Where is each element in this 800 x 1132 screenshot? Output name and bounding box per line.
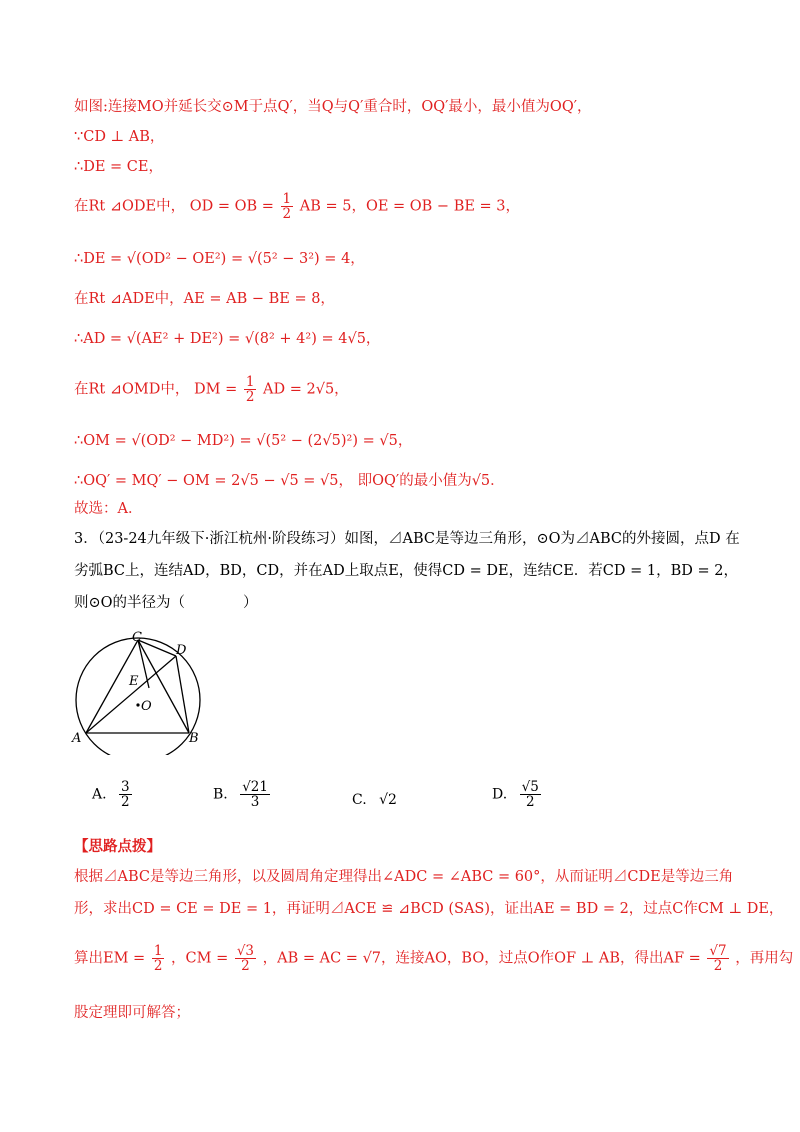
option-a-num: 3 [121,779,130,795]
solution-line-7: ∴AD = √(AE² + DE²) = √(8² + 4²) = 4√5， [74,331,381,347]
half-num: 1 [282,191,292,207]
solution-line-1: 如图:连接MO并延长交⊙M于点Q′，当Q与Q′重合时，OQ′最小，最小值为OQ′， [74,99,592,115]
option-d[interactable] [492,780,543,809]
od-ob-expr: OD = OB = [189,198,274,215]
oq-expr: ∴OQ′ = MQ′ − OM = 2√5 − √5 = √5， [74,473,354,489]
hint-af-expr: ，AB = AC = √7，连接AO，BO，过点O作OF ⊥ AB，得出AF = [262,950,701,967]
label-e: E [129,674,139,689]
hint-line-3 [74,944,793,973]
rt-ode-label: 在Rt ⊿ODE中， [74,198,186,215]
half-den-2: 2 [245,389,255,406]
solution-line-9: ∴OM = √(OD² − MD²) = √(5² − (2√5)²) = √5， [74,433,413,449]
solution-line-3: ∴DE = CE， [74,159,163,175]
option-d-num: √5 [521,779,539,795]
option-c[interactable] [352,792,397,808]
option-d-fraction [520,780,541,809]
option-a-den: 2 [121,794,130,811]
option-a-label: A. [92,786,107,803]
hint-em-expr: 算出EM = [74,950,146,967]
ab-oe-expr: AB = 5，OE = OB − BE = 3， [299,198,521,215]
half-num-2: 1 [245,374,255,390]
option-d-den: 2 [525,794,535,811]
half-fraction-2 [244,375,257,404]
hint-end-expr: ，再用勾 [735,950,794,967]
label-b: B [189,731,199,746]
label-d: D [176,643,187,658]
hint-line-2: 形，求出CD = CE = DE = 1，再证明⊿ACE ≌ ⊿BCD (SAS)，证出AE = BD = 2，过点C作CM ⊥ DE， [74,901,784,917]
segment-ad [86,656,176,733]
hint-cm-fraction [235,944,256,973]
hint-title: 【思路点拨】 [74,838,161,855]
option-b-fraction [240,780,270,809]
half-den: 2 [282,206,292,223]
segment-cd [138,640,176,656]
option-c-value: √2 [379,792,397,808]
label-a: A [72,731,82,746]
question-line-1: 3．（23-24九年级下·浙江杭州·阶段练习）如图，⊿ABC是等边三角形，⊙O为⊿ABC的外接圆，点D 在 [74,531,740,547]
option-d-label: D. [492,786,508,803]
hint-line-1: 根据⊿ABC是等边三角形，以及圆周角定理得出∠ADC = ∠ABC = 60°，从而证明⊿CDE是等边三角 [74,869,734,885]
option-a[interactable] [92,780,134,809]
solution-answer: 故选：A． [74,501,143,517]
solution-line-5: ∴DE = √(OD² − OE²) = √(5² − 3²) = 4， [74,251,365,267]
option-b-num: √21 [242,779,268,795]
solution-line-2: ∵CD ⊥ AB， [74,129,165,145]
option-c-label: C. [352,792,367,808]
hint-em-num: 1 [153,943,163,959]
option-b-den: 3 [250,794,260,811]
hint-af-den: 2 [713,958,723,975]
rt-omd-label: 在Rt ⊿OMD中， [74,381,190,398]
solution-line-10 [74,470,505,492]
label-o: O [141,699,152,714]
ad-expr: AD = 2√5， [263,381,349,398]
question-line-3: 则⊙O的半径为（ ） [74,595,258,611]
half-fraction [281,192,294,221]
hint-cm-den: 2 [241,958,250,975]
hint-cm-expr: ，CM = [171,950,229,967]
segment-ce [138,640,149,688]
hint-af-num: √7 [709,943,727,959]
solution-line-4 [74,192,520,221]
hint-em-den: 2 [153,958,163,975]
dm-expr: DM = [193,381,238,398]
hint-em-fraction [152,944,165,973]
oq-min-text: 即OQ′的最小值为√5． [357,473,505,489]
circle-figure [66,630,206,755]
solution-line-6: 在Rt ⊿ADE中，AE = AB − BE = 8， [74,291,335,307]
hint-cm-num: √3 [236,943,255,959]
option-b[interactable] [213,780,272,809]
solution-line-8 [74,375,349,404]
hint-af-fraction [707,944,728,973]
option-a-fraction [119,780,132,809]
option-b-label: B. [213,786,228,803]
center-point [136,703,139,706]
label-c: C [132,630,142,645]
hint-line-4: 股定理即可解答； [74,1005,190,1021]
question-line-2: 劣弧BC上，连结AD，BD，CD，并在AD上取点E，使得CD = DE，连结CE．若CD = 1，BD = 2， [74,563,738,579]
